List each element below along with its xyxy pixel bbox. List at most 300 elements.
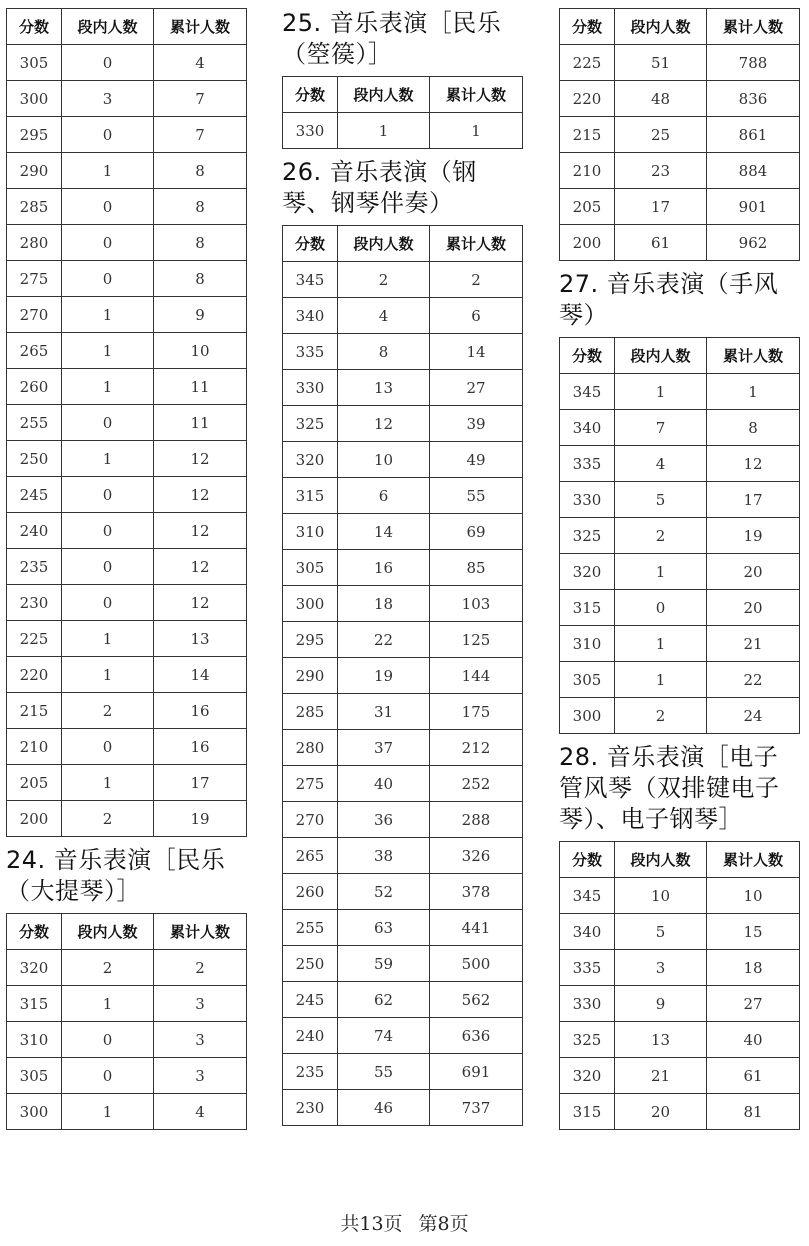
cell-segment-count: 1: [62, 369, 154, 405]
cell-score: 280: [283, 730, 338, 766]
header-segment-count: 段内人数: [338, 77, 430, 113]
cell-segment-count: 55: [338, 1054, 430, 1090]
cell-score: 225: [560, 45, 615, 81]
table-row: [560, 518, 800, 554]
cell-score: 345: [283, 262, 338, 298]
cell-cumulative-count: 2: [154, 950, 247, 986]
cell-cumulative-count: 81: [707, 1094, 800, 1130]
cell-score: 310: [560, 626, 615, 662]
table-row: [283, 982, 523, 1018]
cell-cumulative-count: 441: [430, 910, 523, 946]
table-row: [560, 1094, 800, 1130]
cell-score: 220: [560, 81, 615, 117]
cell-cumulative-count: 125: [430, 622, 523, 658]
cell-segment-count: 1: [615, 374, 707, 410]
table-row: [283, 478, 523, 514]
cell-score: 300: [560, 698, 615, 734]
table-row: [7, 297, 247, 333]
cell-segment-count: 21: [615, 1058, 707, 1094]
cell-cumulative-count: 61: [707, 1058, 800, 1094]
cell-score: 300: [7, 81, 62, 117]
table-header-row: [7, 9, 247, 45]
table-row: [7, 801, 247, 837]
header-score: 分数: [560, 338, 615, 374]
cell-segment-count: 1: [615, 662, 707, 698]
cell-segment-count: 13: [338, 370, 430, 406]
cell-cumulative-count: 27: [430, 370, 523, 406]
table-row: [7, 189, 247, 225]
table-row: [7, 225, 247, 261]
cell-cumulative-count: 962: [707, 225, 800, 261]
cell-segment-count: 20: [615, 1094, 707, 1130]
cell-segment-count: 10: [338, 442, 430, 478]
table-row: [560, 950, 800, 986]
cell-cumulative-count: 1: [430, 113, 523, 149]
score-table: [559, 8, 800, 261]
table-header-row: [560, 842, 800, 878]
cell-cumulative-count: 20: [707, 590, 800, 626]
table-row: [7, 1022, 247, 1058]
table-row: [283, 766, 523, 802]
cell-cumulative-count: 326: [430, 838, 523, 874]
cell-segment-count: 0: [62, 189, 154, 225]
table-row: [560, 590, 800, 626]
cell-cumulative-count: 19: [707, 518, 800, 554]
cell-segment-count: 7: [615, 410, 707, 446]
table-row: [560, 189, 800, 225]
table-row: [7, 45, 247, 81]
cell-cumulative-count: 17: [707, 482, 800, 518]
cell-cumulative-count: 3: [154, 1022, 247, 1058]
cell-score: 330: [283, 113, 338, 149]
cell-cumulative-count: 378: [430, 874, 523, 910]
table-row: [7, 950, 247, 986]
cell-segment-count: 10: [615, 878, 707, 914]
cell-segment-count: 51: [615, 45, 707, 81]
header-cumulative-count: 累计人数: [430, 77, 523, 113]
cell-cumulative-count: 8: [154, 153, 247, 189]
cell-cumulative-count: 144: [430, 658, 523, 694]
section-title: 28. 音乐表演［电子管风琴（双排键电子琴）、电子钢琴］: [559, 743, 780, 833]
cell-segment-count: 12: [338, 406, 430, 442]
table-row: [283, 334, 523, 370]
cell-score: 345: [560, 374, 615, 410]
cell-score: 340: [283, 298, 338, 334]
table-row: [7, 333, 247, 369]
cell-segment-count: 14: [338, 514, 430, 550]
cell-cumulative-count: 103: [430, 586, 523, 622]
cell-cumulative-count: 861: [707, 117, 800, 153]
table-header-row: [560, 338, 800, 374]
cell-score: 275: [283, 766, 338, 802]
table-row: [7, 117, 247, 153]
cell-segment-count: 36: [338, 802, 430, 838]
cell-cumulative-count: 2: [430, 262, 523, 298]
cell-score: 210: [560, 153, 615, 189]
cell-score: 270: [283, 802, 338, 838]
cell-segment-count: 5: [615, 914, 707, 950]
cell-segment-count: 0: [62, 261, 154, 297]
header-score: 分数: [7, 914, 62, 950]
cell-cumulative-count: 21: [707, 626, 800, 662]
score-table: [559, 841, 800, 1130]
cell-segment-count: 4: [615, 446, 707, 482]
header-segment-count: 段内人数: [615, 842, 707, 878]
score-table: [282, 76, 523, 149]
header-score: 分数: [560, 9, 615, 45]
cell-segment-count: 59: [338, 946, 430, 982]
cell-score: 285: [7, 189, 62, 225]
header-segment-count: 段内人数: [62, 9, 154, 45]
score-table: [6, 8, 247, 837]
table-row: [283, 586, 523, 622]
score-table: [559, 337, 800, 734]
cell-score: 330: [560, 986, 615, 1022]
table-row: [560, 81, 800, 117]
cell-cumulative-count: 691: [430, 1054, 523, 1090]
cell-segment-count: 63: [338, 910, 430, 946]
table-row: [283, 622, 523, 658]
cell-score: 320: [7, 950, 62, 986]
cell-segment-count: 2: [615, 518, 707, 554]
table-row: [560, 482, 800, 518]
table-header-row: [283, 226, 523, 262]
cell-segment-count: 40: [338, 766, 430, 802]
cell-score: 230: [283, 1090, 338, 1126]
table-row: [283, 658, 523, 694]
score-table: [282, 225, 523, 1126]
cell-cumulative-count: 884: [707, 153, 800, 189]
cell-cumulative-count: 3: [154, 1058, 247, 1094]
cell-cumulative-count: 13: [154, 621, 247, 657]
cell-score: 320: [560, 1058, 615, 1094]
cell-segment-count: 2: [615, 698, 707, 734]
cell-score: 300: [283, 586, 338, 622]
cell-score: 270: [7, 297, 62, 333]
cell-cumulative-count: 212: [430, 730, 523, 766]
cell-score: 310: [7, 1022, 62, 1058]
cell-segment-count: 0: [62, 1022, 154, 1058]
cell-score: 330: [560, 482, 615, 518]
cell-cumulative-count: 11: [154, 405, 247, 441]
cell-segment-count: 9: [615, 986, 707, 1022]
cell-cumulative-count: 16: [154, 729, 247, 765]
cell-segment-count: 0: [62, 117, 154, 153]
cell-score: 215: [7, 693, 62, 729]
cell-cumulative-count: 14: [154, 657, 247, 693]
cell-segment-count: 37: [338, 730, 430, 766]
cell-score: 255: [283, 910, 338, 946]
cell-segment-count: 25: [615, 117, 707, 153]
cell-segment-count: 1: [62, 657, 154, 693]
header-score: 分数: [560, 842, 615, 878]
table-row: [7, 657, 247, 693]
cell-segment-count: 1: [62, 153, 154, 189]
cell-segment-count: 1: [615, 554, 707, 590]
cell-segment-count: 1: [338, 113, 430, 149]
header-cumulative-count: 累计人数: [707, 842, 800, 878]
cell-score: 230: [7, 585, 62, 621]
cell-segment-count: 0: [62, 45, 154, 81]
cell-cumulative-count: 14: [430, 334, 523, 370]
cell-score: 340: [560, 914, 615, 950]
cell-cumulative-count: 8: [154, 261, 247, 297]
cell-cumulative-count: 8: [154, 225, 247, 261]
table-row: [560, 1022, 800, 1058]
cell-score: 250: [7, 441, 62, 477]
table-row: [283, 910, 523, 946]
cell-cumulative-count: 12: [154, 441, 247, 477]
cell-cumulative-count: 12: [154, 477, 247, 513]
cell-cumulative-count: 39: [430, 406, 523, 442]
cell-score: 290: [7, 153, 62, 189]
cell-segment-count: 23: [615, 153, 707, 189]
cell-cumulative-count: 562: [430, 982, 523, 1018]
cell-cumulative-count: 175: [430, 694, 523, 730]
table-row: [283, 874, 523, 910]
cell-cumulative-count: 20: [707, 554, 800, 590]
header-score: 分数: [7, 9, 62, 45]
cell-score: 275: [7, 261, 62, 297]
table-row: [283, 1018, 523, 1054]
cell-cumulative-count: 69: [430, 514, 523, 550]
cell-segment-count: 62: [338, 982, 430, 1018]
table-row: [283, 442, 523, 478]
table-row: [560, 662, 800, 698]
cell-segment-count: 19: [338, 658, 430, 694]
section-title: 25. 音乐表演［民乐（箜篌）］: [282, 9, 502, 68]
column-1: [6, 8, 246, 1130]
cell-score: 325: [560, 1022, 615, 1058]
cell-score: 200: [7, 801, 62, 837]
cell-score: 245: [7, 477, 62, 513]
table-row: [283, 298, 523, 334]
cell-score: 295: [283, 622, 338, 658]
page-footer: [0, 1209, 809, 1236]
cell-cumulative-count: 18: [707, 950, 800, 986]
header-score: 分数: [283, 77, 338, 113]
cell-cumulative-count: 636: [430, 1018, 523, 1054]
table-row: [283, 406, 523, 442]
cell-cumulative-count: 19: [154, 801, 247, 837]
cell-segment-count: 2: [62, 801, 154, 837]
section-title: 24. 音乐表演［民乐（大提琴）］: [6, 846, 226, 905]
cell-score: 265: [283, 838, 338, 874]
table-row: [7, 369, 247, 405]
cell-score: 235: [7, 549, 62, 585]
cell-score: 315: [283, 478, 338, 514]
cell-cumulative-count: 12: [707, 446, 800, 482]
table-row: [560, 45, 800, 81]
column-3: [559, 8, 799, 1130]
cell-score: 225: [7, 621, 62, 657]
cell-cumulative-count: 11: [154, 369, 247, 405]
table-row: [560, 153, 800, 189]
cell-segment-count: 2: [338, 262, 430, 298]
table-row: [7, 1094, 247, 1130]
cell-score: 220: [7, 657, 62, 693]
table-row: [560, 986, 800, 1022]
cell-segment-count: 1: [62, 297, 154, 333]
cell-segment-count: 8: [338, 334, 430, 370]
table-row: [7, 261, 247, 297]
cell-segment-count: 1: [62, 765, 154, 801]
table-row: [560, 446, 800, 482]
cell-score: 290: [283, 658, 338, 694]
cell-segment-count: 18: [338, 586, 430, 622]
table-row: [7, 513, 247, 549]
cell-cumulative-count: 17: [154, 765, 247, 801]
cell-score: 345: [560, 878, 615, 914]
table-header-row: [283, 77, 523, 113]
cell-segment-count: 1: [62, 1094, 154, 1130]
cell-score: 235: [283, 1054, 338, 1090]
cell-segment-count: 52: [338, 874, 430, 910]
cell-cumulative-count: 788: [707, 45, 800, 81]
table-row: [560, 878, 800, 914]
cell-cumulative-count: 737: [430, 1090, 523, 1126]
cell-score: 285: [283, 694, 338, 730]
table-row: [283, 730, 523, 766]
cell-score: 215: [560, 117, 615, 153]
cell-segment-count: 2: [62, 693, 154, 729]
cell-segment-count: 2: [62, 950, 154, 986]
cell-cumulative-count: 500: [430, 946, 523, 982]
cell-cumulative-count: 24: [707, 698, 800, 734]
table-row: [560, 225, 800, 261]
cell-cumulative-count: 15: [707, 914, 800, 950]
cell-score: 205: [7, 765, 62, 801]
cell-segment-count: 17: [615, 189, 707, 225]
cell-segment-count: 74: [338, 1018, 430, 1054]
cell-score: 205: [560, 189, 615, 225]
cell-cumulative-count: 27: [707, 986, 800, 1022]
table-row: [283, 113, 523, 149]
table-row: [560, 117, 800, 153]
cell-cumulative-count: 7: [154, 117, 247, 153]
cell-cumulative-count: 40: [707, 1022, 800, 1058]
cell-segment-count: 4: [338, 298, 430, 334]
cell-cumulative-count: 836: [707, 81, 800, 117]
table-row: [283, 370, 523, 406]
cell-cumulative-count: 12: [154, 513, 247, 549]
table-header-row: [7, 914, 247, 950]
table-row: [7, 153, 247, 189]
table-row: [7, 477, 247, 513]
header-segment-count: 段内人数: [615, 338, 707, 374]
cell-segment-count: 13: [615, 1022, 707, 1058]
section-title: 26. 音乐表演（钢琴、钢琴伴奏）: [282, 158, 477, 217]
cell-cumulative-count: 288: [430, 802, 523, 838]
table-row: [7, 729, 247, 765]
header-cumulative-count: 累计人数: [707, 338, 800, 374]
cell-score: 325: [560, 518, 615, 554]
cell-segment-count: 48: [615, 81, 707, 117]
cell-score: 200: [560, 225, 615, 261]
cell-segment-count: 38: [338, 838, 430, 874]
cell-segment-count: 22: [338, 622, 430, 658]
cell-cumulative-count: 7: [154, 81, 247, 117]
cell-score: 335: [560, 950, 615, 986]
cell-segment-count: 6: [338, 478, 430, 514]
table-row: [7, 81, 247, 117]
table-row: [7, 986, 247, 1022]
header-score: 分数: [283, 226, 338, 262]
cell-segment-count: 46: [338, 1090, 430, 1126]
table-row: [7, 621, 247, 657]
header-cumulative-count: 累计人数: [154, 914, 247, 950]
cell-cumulative-count: 12: [154, 549, 247, 585]
header-segment-count: 段内人数: [62, 914, 154, 950]
cell-cumulative-count: 10: [707, 878, 800, 914]
table-row: [560, 698, 800, 734]
cell-segment-count: 0: [62, 405, 154, 441]
cell-score: 260: [7, 369, 62, 405]
cell-segment-count: 3: [615, 950, 707, 986]
cell-score: 330: [283, 370, 338, 406]
cell-segment-count: 0: [62, 225, 154, 261]
cell-cumulative-count: 12: [154, 585, 247, 621]
table-row: [283, 262, 523, 298]
cell-cumulative-count: 9: [154, 297, 247, 333]
cell-score: 260: [283, 874, 338, 910]
table-row: [7, 585, 247, 621]
cell-segment-count: 0: [62, 477, 154, 513]
cell-cumulative-count: 4: [154, 1094, 247, 1130]
cell-score: 210: [7, 729, 62, 765]
header-segment-count: 段内人数: [615, 9, 707, 45]
cell-segment-count: 1: [615, 626, 707, 662]
cell-segment-count: 1: [62, 621, 154, 657]
cell-score: 240: [283, 1018, 338, 1054]
cell-segment-count: 0: [62, 513, 154, 549]
table-row: [560, 374, 800, 410]
cell-segment-count: 1: [62, 333, 154, 369]
cell-score: 300: [7, 1094, 62, 1130]
cell-cumulative-count: 8: [154, 189, 247, 225]
cell-score: 315: [560, 590, 615, 626]
cell-score: 255: [7, 405, 62, 441]
cell-cumulative-count: 3: [154, 986, 247, 1022]
table-header-row: [560, 9, 800, 45]
cell-score: 240: [7, 513, 62, 549]
cell-cumulative-count: 16: [154, 693, 247, 729]
table-row: [7, 405, 247, 441]
table-row: [7, 765, 247, 801]
cell-segment-count: 0: [615, 590, 707, 626]
cell-cumulative-count: 1: [707, 374, 800, 410]
cell-cumulative-count: 4: [154, 45, 247, 81]
cell-segment-count: 61: [615, 225, 707, 261]
cell-score: 305: [7, 45, 62, 81]
table-row: [560, 554, 800, 590]
column-2: [282, 8, 522, 1126]
cell-score: 320: [283, 442, 338, 478]
cell-score: 245: [283, 982, 338, 1018]
cell-segment-count: 31: [338, 694, 430, 730]
cell-score: 305: [283, 550, 338, 586]
cell-score: 315: [560, 1094, 615, 1130]
table-row: [283, 550, 523, 586]
table-row: [283, 802, 523, 838]
cell-segment-count: 5: [615, 482, 707, 518]
cell-score: 320: [560, 554, 615, 590]
header-segment-count: 段内人数: [338, 226, 430, 262]
table-row: [283, 946, 523, 982]
header-cumulative-count: 累计人数: [707, 9, 800, 45]
table-row: [560, 626, 800, 662]
cell-cumulative-count: 85: [430, 550, 523, 586]
